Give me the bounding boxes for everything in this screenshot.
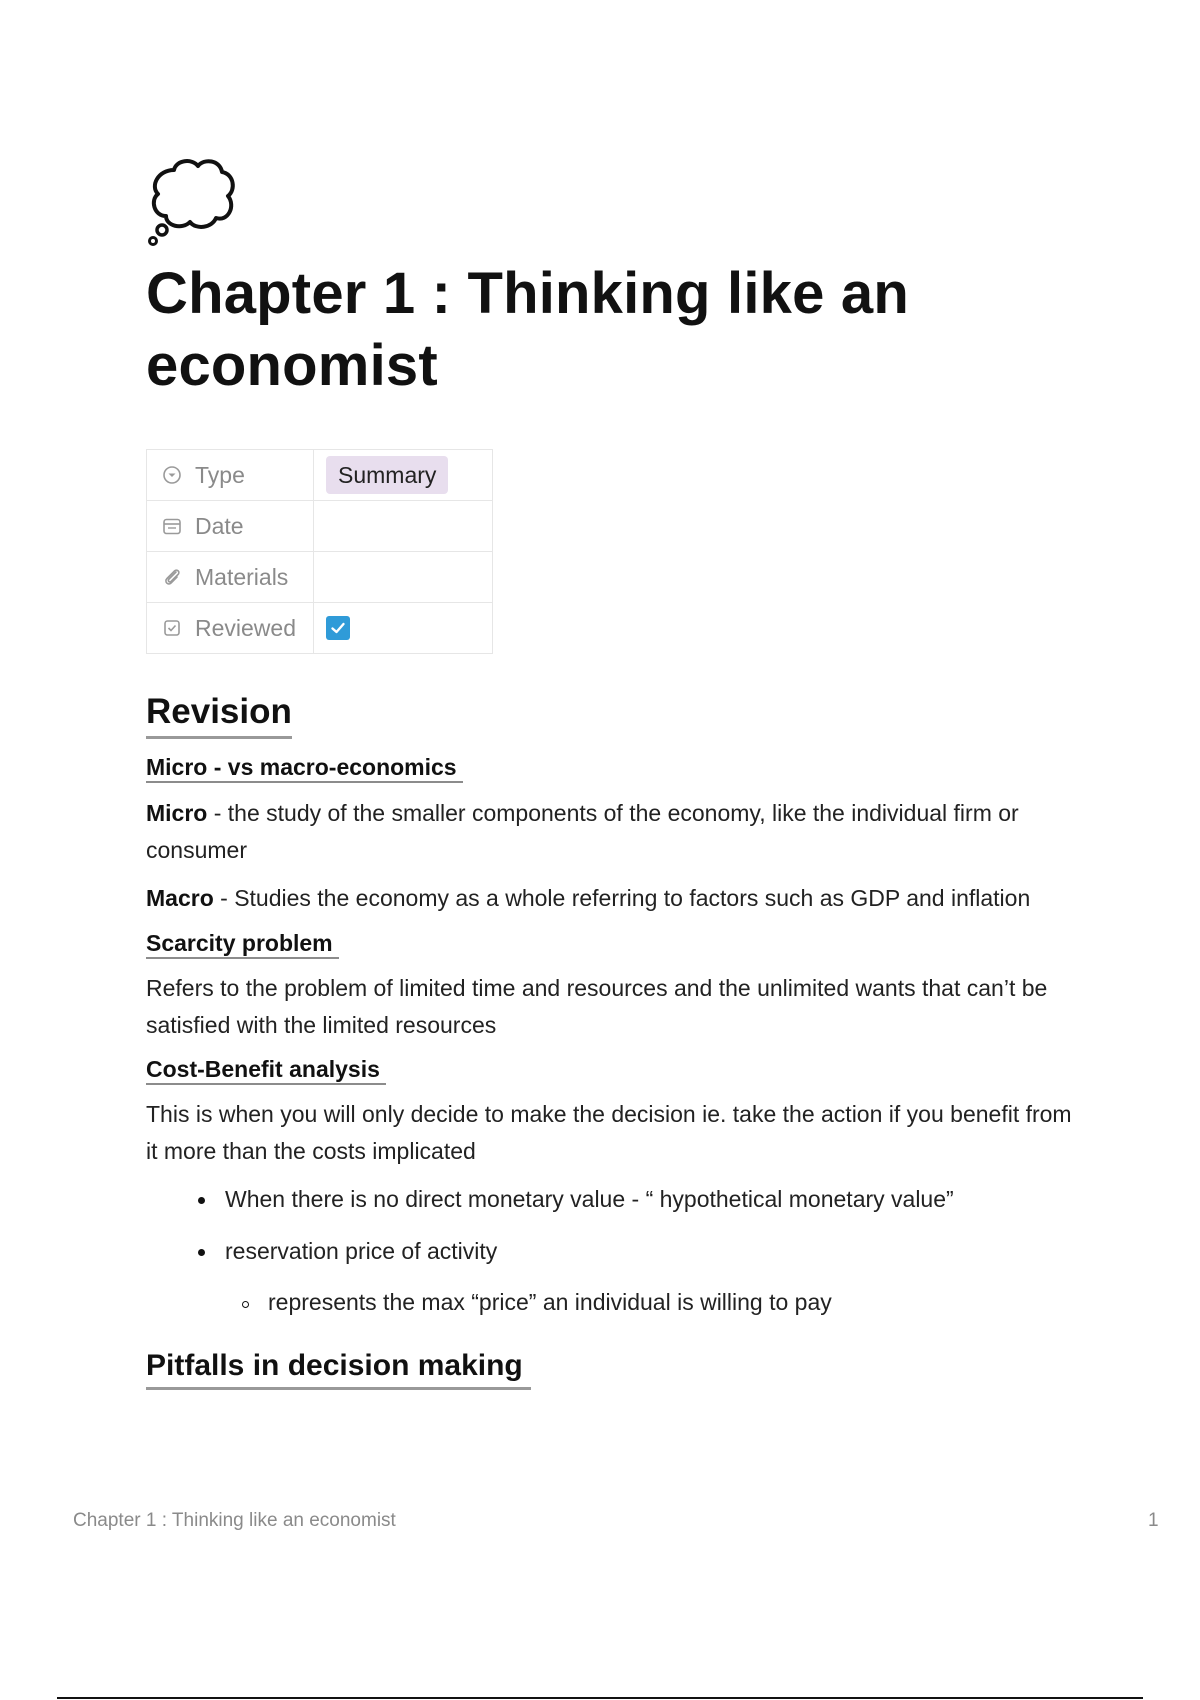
heading-micro-macro: Micro - vs macro-economics bbox=[146, 753, 463, 783]
micro-definition: - the study of the smaller components of the economy, like the individual firm or consumer bbox=[146, 800, 1019, 863]
property-label: Materials bbox=[195, 563, 289, 590]
bullet-icon bbox=[198, 1197, 205, 1204]
property-row-type bbox=[147, 450, 493, 501]
property-row-materials bbox=[147, 552, 493, 603]
thought-balloon-icon bbox=[146, 156, 238, 248]
property-row-date bbox=[147, 501, 493, 552]
date-value[interactable] bbox=[314, 501, 493, 552]
cost-benefit-paragraph: This is when you will only decide to make the decision ie. take the action if you benefit from it more than the costs implicated bbox=[146, 1101, 1072, 1164]
property-key[interactable] bbox=[147, 450, 314, 501]
reviewed-checkbox[interactable] bbox=[326, 616, 350, 640]
property-key[interactable] bbox=[147, 552, 314, 603]
properties-table bbox=[146, 449, 493, 654]
property-key[interactable] bbox=[147, 603, 314, 654]
property-value[interactable] bbox=[314, 450, 493, 501]
list-item-text: When there is no direct monetary value - “ hypothetical monetary value” bbox=[225, 1186, 954, 1212]
page-title: Chapter 1 : Thinking like an economist bbox=[146, 261, 909, 398]
checkbox-icon bbox=[161, 617, 183, 639]
reviewed-value bbox=[314, 603, 493, 654]
property-label: Type bbox=[195, 461, 245, 488]
materials-value[interactable] bbox=[314, 552, 493, 603]
sub-bullet-list bbox=[146, 1284, 1086, 1321]
sub-bullet-icon bbox=[242, 1301, 249, 1308]
property-label: Date bbox=[195, 512, 244, 539]
macro-paragraph bbox=[146, 880, 1086, 917]
property-key[interactable] bbox=[147, 501, 314, 552]
bullet-list bbox=[146, 1181, 1086, 1270]
type-tag[interactable]: Summary bbox=[326, 456, 448, 494]
heading-revision: Revision bbox=[146, 690, 292, 739]
macro-definition: - Studies the economy as a whole referring to factors such as GDP and inflation bbox=[213, 885, 1031, 911]
micro-term: Micro bbox=[146, 800, 208, 826]
select-icon bbox=[161, 464, 183, 486]
scarcity-paragraph: Refers to the problem of limited time and resources and the unlimited wants that can’t be satisfied with the limited resources bbox=[146, 975, 1048, 1038]
property-label: Reviewed bbox=[195, 614, 296, 641]
list-item-text: reservation price of activity bbox=[225, 1238, 498, 1264]
calendar-icon bbox=[161, 515, 183, 537]
list-item bbox=[146, 1181, 1086, 1218]
checkmark-icon bbox=[329, 619, 347, 637]
heading-scarcity: Scarcity problem bbox=[146, 929, 339, 959]
list-item bbox=[146, 1233, 1086, 1270]
list-item-text: represents the max “price” an individual is willing to pay bbox=[268, 1289, 832, 1315]
heading-cost-benefit: Cost-Benefit analysis bbox=[146, 1055, 386, 1085]
page-divider bbox=[57, 1697, 1143, 1699]
property-row-reviewed bbox=[147, 603, 493, 654]
micro-paragraph bbox=[146, 795, 1086, 869]
page-content bbox=[146, 690, 1086, 1390]
heading-pitfalls: Pitfalls in decision making bbox=[146, 1347, 531, 1390]
list-item bbox=[146, 1284, 1086, 1321]
footer-title: Chapter 1 : Thinking like an economist bbox=[73, 1510, 396, 1531]
bullet-icon bbox=[198, 1249, 205, 1256]
footer-page-number: 1 bbox=[1148, 1510, 1159, 1531]
macro-term: Macro bbox=[146, 885, 214, 911]
paperclip-icon bbox=[161, 566, 183, 588]
